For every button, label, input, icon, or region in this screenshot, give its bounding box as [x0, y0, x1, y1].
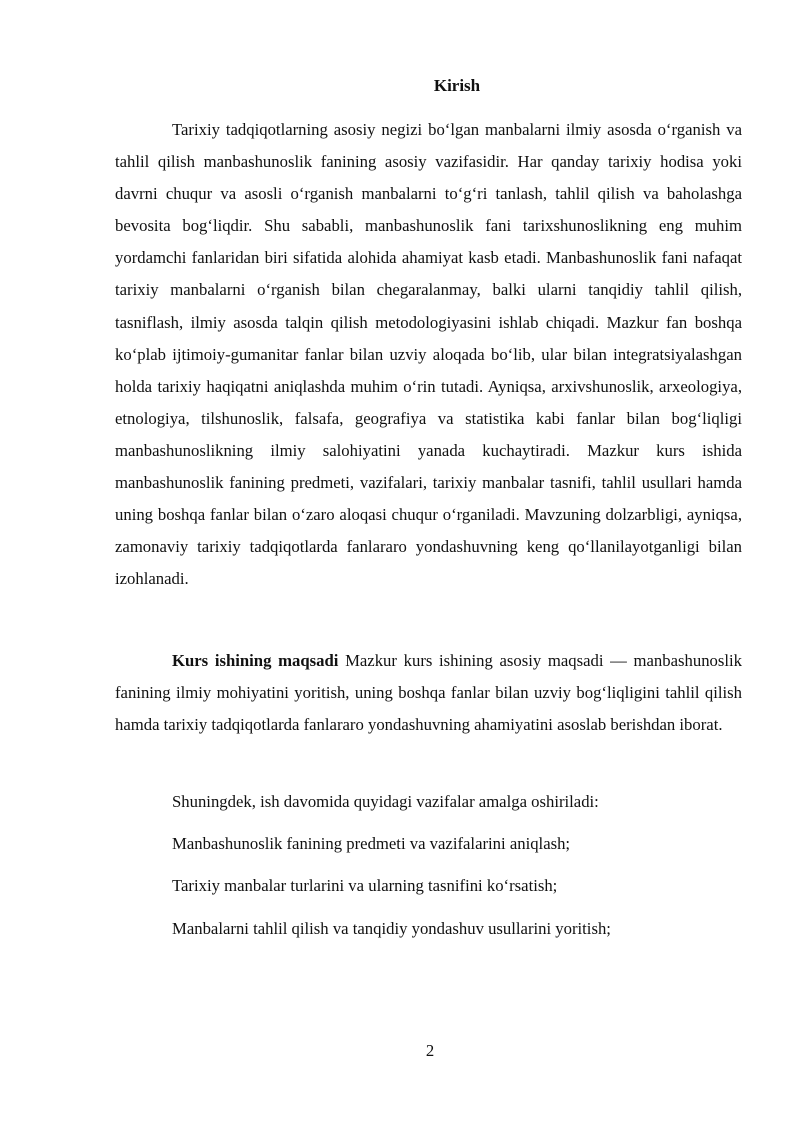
page-number: 2: [425, 1041, 435, 1060]
section-heading: Kirish: [433, 76, 481, 95]
intro-paragraph: Tarixiy tadqiqotlarning asosiy negizi bo‘lgan manbalarni ilmiy asosda o‘rganish va tahlil qilish manbashunoslik fanining asosiy vazifasidir. Har qanday tarixiy hodisa yoki davrni chuqur va asosli o‘rganish manbalarni to‘g‘ri tanlash, tahlil qilish va baholashga bevosita bog‘liqdir. Shu sababli, manbashunoslik fani tarixshunoslikning eng muhim yordamchi fanlaridan biri sifatida alohida ahamiyat kasb etadi. Manbashunoslik fani nafaqat tarixiy manbalarni o‘rganish bilan chegaralanmay, balki ularni tanqidiy tahlil qilish, tasniflash, ilmiy asosda talqin qilish metodologiyasini ishlab chiqadi. Mazkur fan boshqa ko‘plab ijtimoiy-gumanitar fanlar bilan uzviy aloqada bo‘lib, ular bilan integratsiyalashgan holda tarixiy haqiqatni aniqlashda muhim o‘rin tutadi. Ayniqsa, arxivshunoslik, arxeologiya, etnologiya, tilshunoslik, falsafa, geografiya va statistika kabi fanlar bilan bog‘liqligi manbashunoslikning ilmiy salohiyatini yanada kuchaytiradi. Mazkur kurs ishida manbashunoslik fanining predmeti, vazifalari, tarixiy manbalar tasnifi, tahlil usullari hamda uning boshqa fanlar bilan o‘zaro aloqasi chuqur o‘rganiladi. Mavzuning dolzarbligi, ayniqsa, zamonaviy tarixiy tadqiqotlarda fanlararo yondashuvning keng qo‘llanilayotganligi bilan izohlanadi.: [115, 120, 742, 589]
task-item: Tarixiy manbalar turlarini va ularning tasnifini ko‘rsatish;: [172, 876, 558, 895]
goal-label: Kurs ishining maqsadi: [172, 651, 339, 670]
goal-text: Mazkur kurs ishining asosiy maqsadi — manbashunoslik fanining ilmiy mohiyatini yoritish, uning boshqa fanlar bilan uzviy bog‘liqligini tahlil qilish hamda tarixiy tadqiqotlarda fanlararo yondashuvning ahamiyatini asoslab berishdan iborat.: [115, 651, 742, 735]
tasks-intro: Shuningdek, ish davomida quyidagi vazifalar amalga oshiriladi:: [172, 792, 599, 811]
task-item: Manbashunoslik fanining predmeti va vazifalarini aniqlash;: [172, 834, 571, 853]
goal-paragraph: [115, 645, 742, 741]
task-item: Manbalarni tahlil qilish va tanqidiy yondashuv usullarini yoritish;: [172, 919, 611, 938]
